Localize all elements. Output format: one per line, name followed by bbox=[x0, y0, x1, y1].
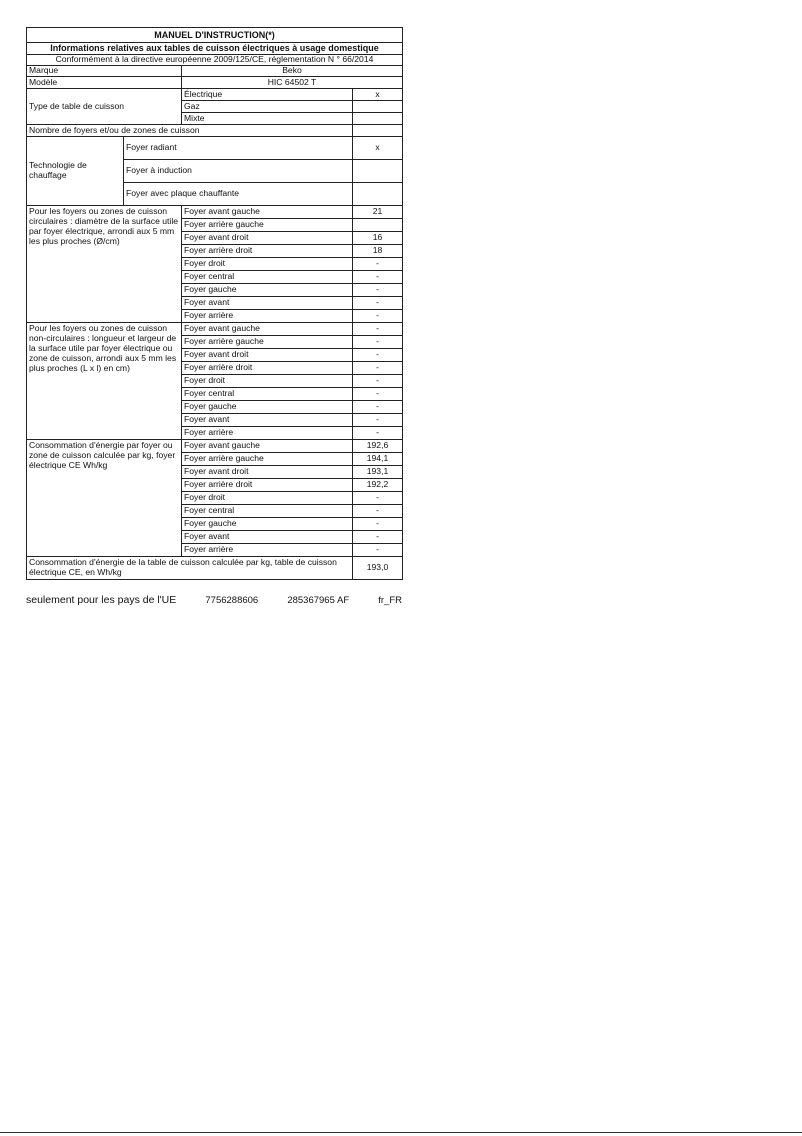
circular-zone-label: Pour les foyers ou zones de cuisson circulaires : diamètre de la surface utile par foyer électrique, arrondi aux 5 mm les plus proches (Ø/cm) bbox=[27, 206, 182, 323]
circular-zone-value: 21 bbox=[353, 206, 403, 219]
energy-zone-label: Consommation d'énergie par foyer ou zone de cuisson calculée par kg, foyer électrique CE Wh/kg bbox=[27, 440, 182, 557]
circular-zone-value: - bbox=[353, 271, 403, 284]
non-circular-zone-zone: Foyer droit bbox=[182, 375, 353, 388]
circular-zone-value: - bbox=[353, 284, 403, 297]
heating-tech-value: x bbox=[353, 137, 403, 160]
non-circular-zone-value: - bbox=[353, 427, 403, 440]
hob-type-value: x bbox=[353, 89, 403, 101]
energy-zone-zone: Foyer gauche bbox=[182, 518, 353, 531]
footer-code-1: 7756288606 bbox=[205, 595, 259, 606]
non-circular-zone-value: - bbox=[353, 414, 403, 427]
hob-type-label: Type de table de cuisson bbox=[27, 89, 182, 125]
circular-zone-zone: Foyer droit bbox=[182, 258, 353, 271]
model-value: HIC 64502 T bbox=[182, 77, 403, 89]
page-title: MANUEL D'INSTRUCTION(*) bbox=[27, 28, 403, 43]
heating-tech-row bbox=[27, 137, 403, 160]
non-circular-zone-zone: Foyer gauche bbox=[182, 401, 353, 414]
circular-zone-value: - bbox=[353, 297, 403, 310]
non-circular-zone-value: - bbox=[353, 388, 403, 401]
energy-zone-zone: Foyer arrière bbox=[182, 544, 353, 557]
footer bbox=[26, 594, 402, 606]
non-circular-zone-zone: Foyer avant bbox=[182, 414, 353, 427]
zones-count-label: Nombre de foyers et/ou de zones de cuisson bbox=[27, 125, 353, 137]
energy-zone-zone: Foyer central bbox=[182, 505, 353, 518]
circular-zone-zone: Foyer gauche bbox=[182, 284, 353, 297]
footer-note: seulement pour les pays de l'UE bbox=[26, 594, 177, 606]
energy-total-value: 193,0 bbox=[353, 557, 403, 580]
circular-zone-value: - bbox=[353, 258, 403, 271]
circular-zone-value: - bbox=[353, 310, 403, 323]
energy-zone-value: 194,1 bbox=[353, 453, 403, 466]
non-circular-zone-zone: Foyer arrière bbox=[182, 427, 353, 440]
non-circular-zone-value: - bbox=[353, 362, 403, 375]
circular-zone-zone: Foyer avant droit bbox=[182, 232, 353, 245]
energy-zone-value: 193,1 bbox=[353, 466, 403, 479]
energy-zone-value: - bbox=[353, 531, 403, 544]
energy-total-label: Consommation d'énergie de la table de cuisson calculée par kg, table de cuisson électrique CE, en Wh/kg bbox=[27, 557, 353, 580]
non-circular-zone-zone: Foyer central bbox=[182, 388, 353, 401]
directive-text: Conformément à la directive européenne 2009/125/CE, réglementation N ° 66/2014 bbox=[27, 55, 403, 66]
heating-tech-value bbox=[353, 160, 403, 183]
circular-zone-value: 16 bbox=[353, 232, 403, 245]
circular-zone-zone: Foyer central bbox=[182, 271, 353, 284]
circular-zone-row bbox=[27, 206, 403, 219]
circular-zones-group bbox=[27, 206, 403, 323]
model-label: Modèle bbox=[27, 77, 182, 89]
circular-zone-value: 18 bbox=[353, 245, 403, 258]
non-circular-zone-zone: Foyer avant droit bbox=[182, 349, 353, 362]
model-row bbox=[27, 77, 403, 89]
non-circular-zone-row bbox=[27, 323, 403, 336]
heating-tech-option: Foyer avec plaque chauffante bbox=[124, 183, 353, 206]
energy-per-zone-group bbox=[27, 440, 403, 557]
zones-count-value bbox=[353, 125, 403, 137]
energy-zone-value: - bbox=[353, 518, 403, 531]
subtitle: Informations relatives aux tables de cuisson électriques à usage domestique bbox=[27, 43, 403, 55]
energy-total-row bbox=[27, 557, 403, 580]
circular-zone-zone: Foyer avant bbox=[182, 297, 353, 310]
heating-tech-label: Technologie de chauffage bbox=[27, 137, 124, 206]
energy-zone-row bbox=[27, 440, 403, 453]
hob-type-option: Électrique bbox=[182, 89, 353, 101]
non-circular-zone-value: - bbox=[353, 323, 403, 336]
non-circular-zone-zone: Foyer arrière gauche bbox=[182, 336, 353, 349]
non-circular-zone-zone: Foyer arrière droit bbox=[182, 362, 353, 375]
brand-label: Marque bbox=[27, 66, 182, 77]
circular-zone-zone: Foyer arrière gauche bbox=[182, 219, 353, 232]
footer-code-2: 285367965 AF bbox=[287, 595, 350, 606]
energy-zone-zone: Foyer avant bbox=[182, 531, 353, 544]
heating-tech-option: Foyer à induction bbox=[124, 160, 353, 183]
energy-zone-zone: Foyer droit bbox=[182, 492, 353, 505]
hob-type-option: Mixte bbox=[182, 113, 353, 125]
brand-value: Beko bbox=[182, 66, 403, 77]
energy-zone-value: - bbox=[353, 544, 403, 557]
energy-zone-value: 192,2 bbox=[353, 479, 403, 492]
energy-zone-value: - bbox=[353, 505, 403, 518]
non-circular-zone-value: - bbox=[353, 401, 403, 414]
non-circular-zone-zone: Foyer avant gauche bbox=[182, 323, 353, 336]
energy-zone-zone: Foyer avant droit bbox=[182, 466, 353, 479]
non-circular-zone-value: - bbox=[353, 349, 403, 362]
circular-zone-zone: Foyer arrière bbox=[182, 310, 353, 323]
non-circular-zone-value: - bbox=[353, 336, 403, 349]
energy-zone-value: 192,6 bbox=[353, 440, 403, 453]
circular-zone-zone: Foyer avant gauche bbox=[182, 206, 353, 219]
non-circular-zone-value: - bbox=[353, 375, 403, 388]
brand-row bbox=[27, 66, 403, 77]
non-circular-zone-label: Pour les foyers ou zones de cuisson non-circulaires : longueur et largeur de la surface utile par foyer électrique ou zone de cuisson, arrondi aux 5 mm les plus proches (L x l) en cm) bbox=[27, 323, 182, 440]
zones-count-row bbox=[27, 125, 403, 137]
hob-type-value bbox=[353, 113, 403, 125]
hob-type-value bbox=[353, 101, 403, 113]
circular-zone-value bbox=[353, 219, 403, 232]
hob-type-option: Gaz bbox=[182, 101, 353, 113]
heating-tech-value bbox=[353, 183, 403, 206]
circular-zone-zone: Foyer arrière droit bbox=[182, 245, 353, 258]
hob-type-row bbox=[27, 89, 403, 101]
energy-zone-value: - bbox=[353, 492, 403, 505]
page-bottom-rule bbox=[0, 1132, 802, 1133]
heating-tech-option: Foyer radiant bbox=[124, 137, 353, 160]
footer-locale: fr_FR bbox=[378, 595, 402, 606]
energy-info-table bbox=[26, 27, 403, 580]
non-circular-zones-group bbox=[27, 323, 403, 440]
energy-zone-zone: Foyer arrière droit bbox=[182, 479, 353, 492]
energy-zone-zone: Foyer arrière gauche bbox=[182, 453, 353, 466]
energy-zone-zone: Foyer avant gauche bbox=[182, 440, 353, 453]
